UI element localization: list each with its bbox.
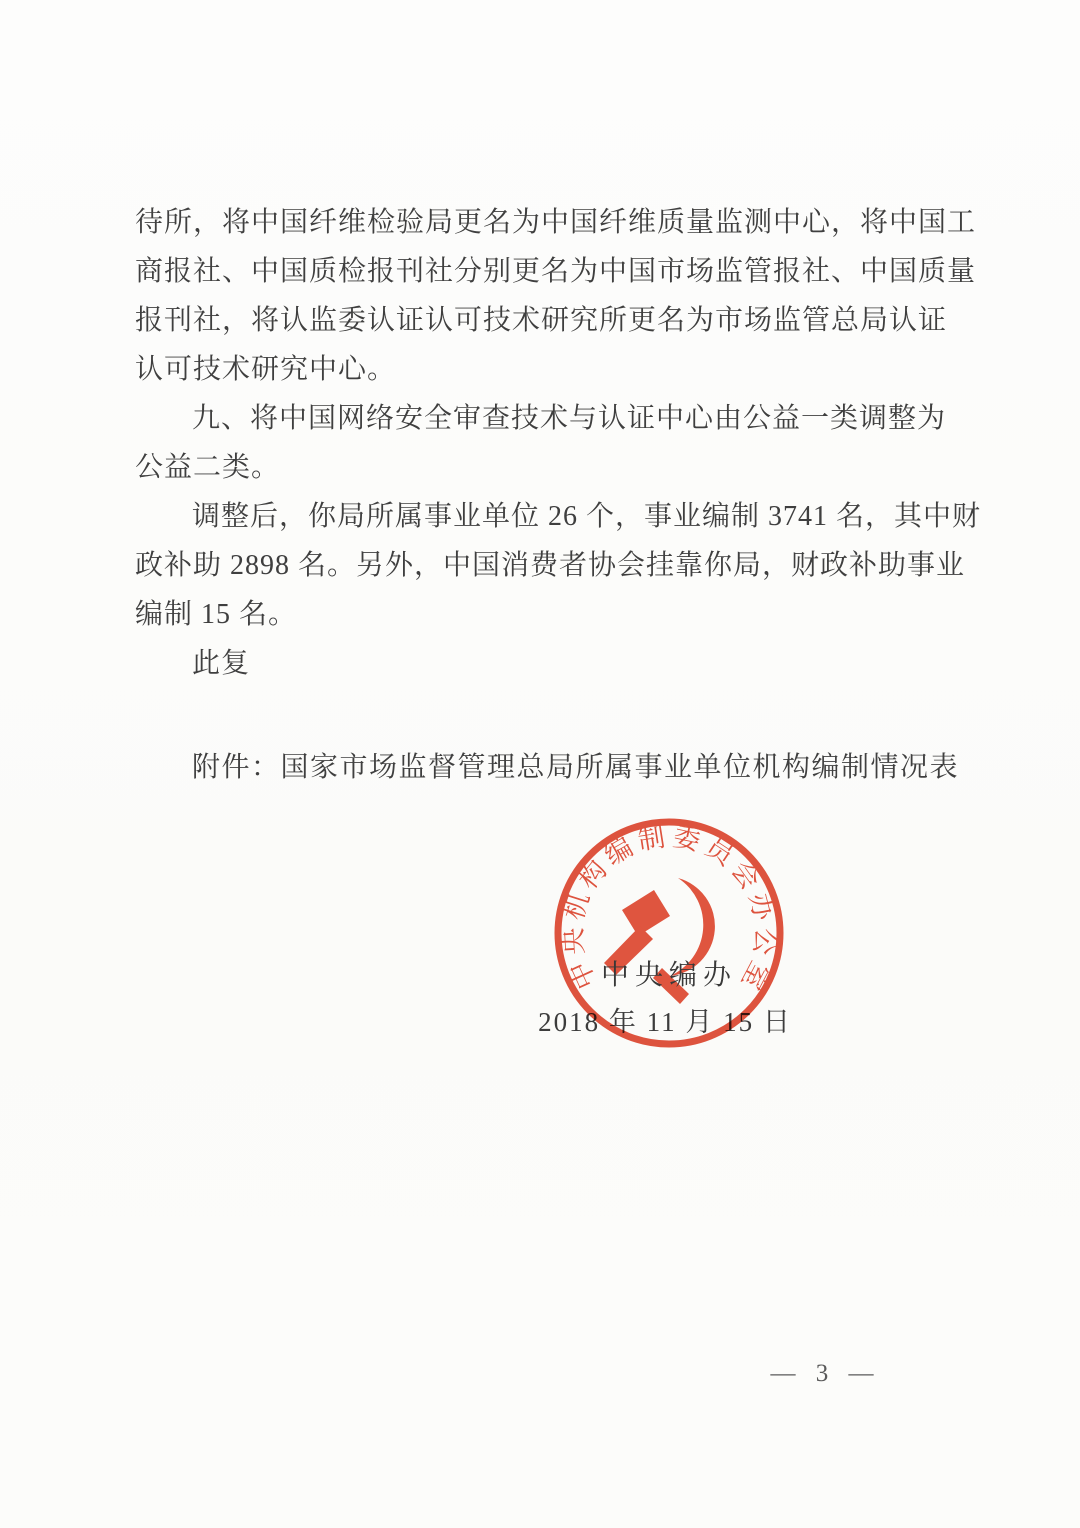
document-body xyxy=(135,198,982,688)
body-line: 公益二类。 xyxy=(135,452,281,483)
body-line: 编制 15 名。 xyxy=(135,599,298,630)
body-line: 九、将中国网络安全审查技术与认证中心由公益一类调整为 xyxy=(192,403,947,434)
signer-name: 中央编办 xyxy=(600,960,737,991)
seal-ring-text: 中央机构编制委员会办公室 xyxy=(557,820,782,999)
body-line: 认可技术研究中心。 xyxy=(135,354,397,385)
body-line: 调整后，你局所属事业单位 26 个，事业编制 3741 名，其中财 xyxy=(192,501,982,532)
signature-date: 2018 年 11 月 15 日 xyxy=(538,1007,792,1037)
official-seal xyxy=(550,814,788,1052)
body-line: 此复 xyxy=(192,648,251,679)
page-number: — 3 — xyxy=(770,1360,874,1387)
attachment-line: 附件：国家市场监督管理总局所属事业单位机构编制情况表 xyxy=(192,752,960,783)
body-line: 待所，将中国纤维检验局更名为中国纤维质量监测中心，将中国工 xyxy=(135,207,977,238)
body-line: 商报社、中国质检报刊社分别更名为中国市场监管报社、中国质量 xyxy=(135,256,977,287)
body-line: 政补助 2898 名。另外，中国消费者协会挂靠你局，财政补助事业 xyxy=(135,550,966,581)
body-line: 报刊社，将认监委认证认可技术研究所更名为市场监管总局认证 xyxy=(135,305,948,336)
